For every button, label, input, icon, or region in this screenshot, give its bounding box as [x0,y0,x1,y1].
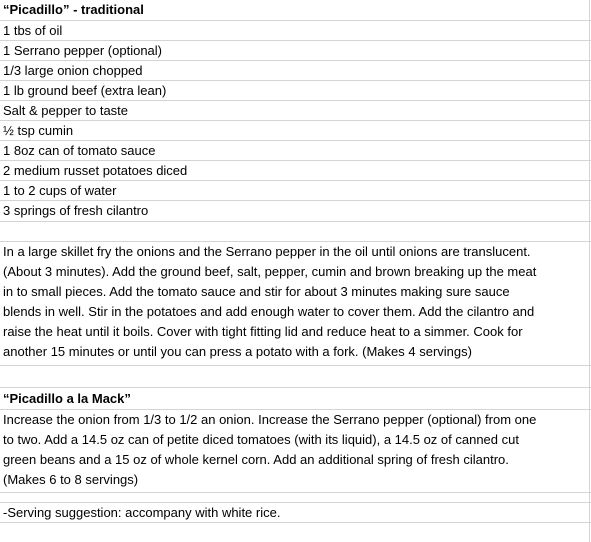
cell-ingredient[interactable] [0,101,591,121]
instruction-line: in to small pieces. Add the tomato sauce and stir for about 3 minutes making sure sauce [3,284,510,299]
cell-recipe1-title[interactable] [0,0,591,21]
cell-recipe1-instructions[interactable] [0,242,591,366]
cell-ingredient[interactable] [0,121,591,141]
ingredient-item: 1/3 large onion chopped [3,63,143,78]
cell-ingredient[interactable] [0,21,591,41]
cell-ingredient[interactable] [0,61,591,81]
cell-ingredient[interactable] [0,81,591,101]
ingredient-item: 1 8oz can of tomato sauce [3,143,156,158]
instruction-line: raise the heat until it boils. Cover with tight fitting lid and reduce heat to a simmer. Cook for [3,324,523,339]
recipe1-instructions [3,242,588,362]
column-gridline [589,0,590,542]
instruction-line: Increase the onion from 1/3 to 1/2 an onion. Increase the Serrano pepper (optional) from one [3,412,537,427]
instruction-line: In a large skillet fry the onions and the Serrano pepper in the oil until onions are translucent. [3,244,531,259]
cell-empty[interactable] [0,222,591,242]
ingredient-item: 1 to 2 cups of water [3,183,117,198]
ingredient-item: 1 lb ground beef (extra lean) [3,83,167,98]
instruction-line: (Makes 6 to 8 servings) [3,472,139,487]
cell-recipe2-title[interactable] [0,388,591,410]
ingredient-item: 1 tbs of oil [3,23,63,38]
ingredient-item: 3 springs of fresh cilantro [3,203,149,218]
cell-ingredient[interactable] [0,141,591,161]
cell-serving-suggestion[interactable] [0,503,591,523]
cell-empty[interactable] [0,523,591,542]
cell-ingredient[interactable] [0,201,591,222]
ingredient-item: ½ tsp cumin [3,123,74,138]
ingredient-item: Salt & pepper to taste [3,103,129,118]
recipe2-title: “Picadillo a la Mack” [3,391,131,406]
ingredient-item: 1 Serrano pepper (optional) [3,43,162,58]
instruction-line: (About 3 minutes). Add the ground beef, salt, pepper, cumin and brown breaking up the meat [3,264,537,279]
recipe1-title: “Picadillo” - traditional [3,2,144,17]
ingredient-item: 2 medium russet potatoes diced [3,163,188,178]
instruction-line: another 15 minutes or until you can press a potato with a fork. (Makes 4 servings) [3,344,472,359]
instruction-line: green beans and a 15 oz of whole kernel corn. Add an additional spring of fresh cilantro. [3,452,509,467]
cell-empty[interactable] [0,366,591,388]
serving-suggestion: -Serving suggestion: accompany with white rice. [3,505,281,520]
cell-empty[interactable] [0,493,591,503]
cell-ingredient[interactable] [0,161,591,181]
instruction-line: blends in well. Stir in the potatoes and add enough water to cover them. Add the cilantro and [3,304,535,319]
cell-recipe2-instructions[interactable] [0,410,591,493]
recipe2-instructions [3,410,588,490]
instruction-line: to two. Add a 14.5 oz can of petite diced tomatoes (with its liquid), a 14.5 oz of canned cut [3,432,519,447]
cell-ingredient[interactable] [0,41,591,61]
cell-ingredient[interactable] [0,181,591,201]
